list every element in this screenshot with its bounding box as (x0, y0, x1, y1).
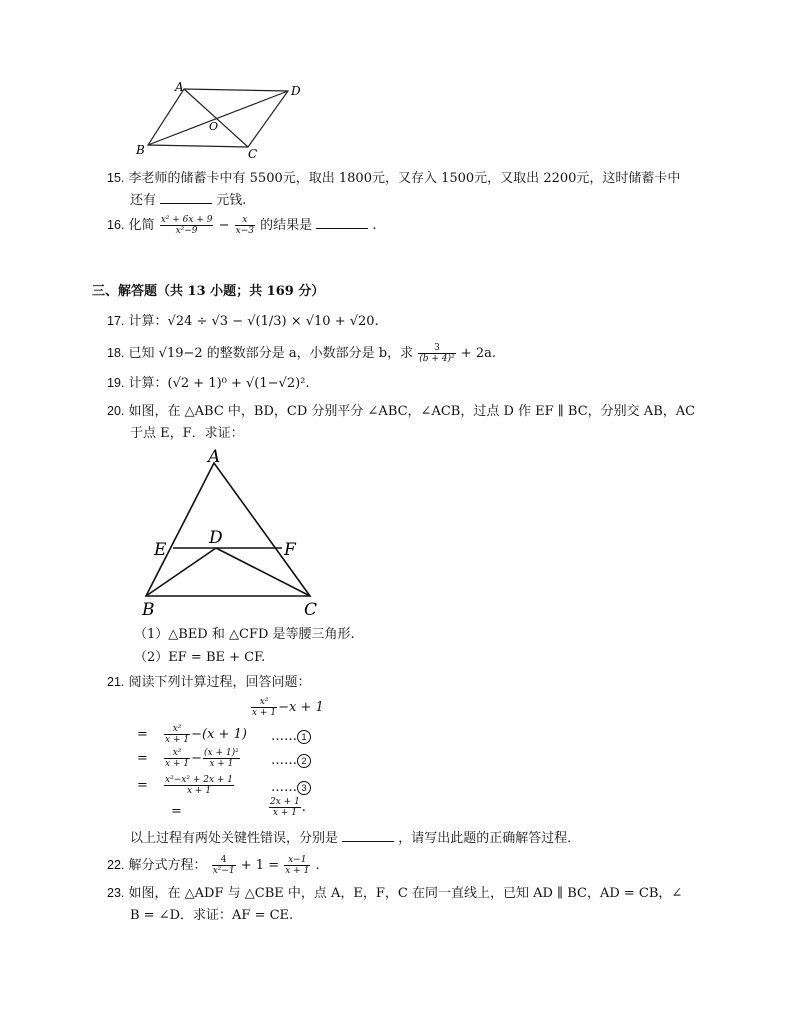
q20-sub1: （1）△BED 和 △CFD 是等腰三角形. (134, 627, 355, 642)
triangle-abc (146, 463, 310, 596)
label-b: B (142, 600, 155, 620)
label-b: B (136, 143, 145, 157)
q21-row2: = $\frac{\text{x²}}{x + 1}$ − $\frac{\text{(x + 1)²}}{x + 1}$ (137, 748, 239, 769)
triangle-figure (132, 444, 332, 620)
q16-suffix: 的结果是 (260, 218, 313, 233)
q20-number: 20. (107, 404, 125, 418)
label-d: D (209, 528, 223, 548)
q18-number: 18. (107, 346, 125, 360)
label-c: C (248, 147, 258, 161)
q21-number: 21. (107, 675, 125, 689)
q15-line2-suffix: 元钱. (216, 193, 247, 208)
q22-prefix: 解分式方程： (128, 858, 207, 873)
section-3-title: 三、解答题（共 13 小题；共 169 分） (92, 284, 325, 299)
q23-line2: B = ∠D．求证：AF = CE. (130, 908, 294, 923)
question-17 (107, 312, 379, 331)
q16-end: . (372, 218, 377, 233)
q23-number: 23. (107, 886, 125, 900)
q20-line2: 于点 E，F．求证： (130, 426, 244, 441)
q17-number: 17. (107, 314, 125, 328)
q21-marker-1: …… 1 (271, 728, 311, 746)
question-16 (107, 215, 377, 236)
question-22 (107, 855, 320, 876)
label-a: A (208, 447, 221, 467)
label-f: F (284, 540, 296, 560)
q21-row3: = $\frac{\text{x²−x² + 2x + 1}}{x + 1}$ (137, 775, 234, 796)
label-d: D (291, 84, 301, 98)
q19-text: 计算：(√2 + 1)⁰ + √(1−√2)². (128, 376, 310, 391)
q22-fraction-1: $\frac{4}{\text{x²−1}}$ (212, 855, 235, 876)
q16-fraction-2: $\frac{x}{x-3}$ (235, 215, 254, 236)
parallelogram-figure (132, 78, 312, 163)
q15-line1: 李老师的储蓄卡中有 5500元，取出 1800元，又存入 1500元，又取出 2200元，这时储蓄卡中 (128, 171, 681, 186)
label-o: O (209, 120, 219, 133)
q18-prefix: 已知 √19−2 的整数部分是 a，小数部分是 b，求 (128, 346, 414, 361)
label-e: E (154, 540, 167, 560)
q21-conclusion-b: ，请写出此题的正确解答过程． (398, 831, 581, 846)
q21-marker-2: …… 2 (271, 752, 311, 770)
question-21 (107, 673, 311, 692)
q16-fraction-1: $\frac{\text{x² + 6x + 9}}{\text{x²−9}}$ (160, 215, 213, 236)
q21-marker-3: …… 3 (271, 779, 311, 797)
diagonal-bd (148, 91, 288, 145)
q15-line2-prefix: 还有 (130, 193, 157, 208)
label-a: A (175, 80, 184, 94)
q22-end: . (315, 858, 320, 873)
q15-number: 15. (107, 171, 125, 185)
line-cd (216, 548, 310, 596)
q16-prefix: 化简 (128, 218, 155, 233)
question-23 (107, 884, 682, 903)
question-20 (107, 402, 695, 421)
q21-row4-eq: = (171, 804, 182, 819)
q22-fraction-2: $\frac{x-1}{x + 1}$ (285, 855, 310, 876)
q20-line1: 如图，在 △ABC 中，BD，CD 分别平分 ∠ABC，∠ACB，过点 D 作 EF ∥ BC，分别交 AB，AC (128, 404, 696, 419)
q21-intro: 阅读下列计算过程，回答问题： (128, 675, 311, 690)
q22-number: 22. (107, 858, 125, 872)
q15-answer-blank[interactable] (160, 191, 212, 204)
q21-conclusion (130, 829, 580, 848)
q22-mid: + 1 = (240, 858, 280, 873)
q21-answer-blank[interactable] (342, 829, 394, 842)
q18-fraction: $\frac{3}{\text{(b + 4)²}}$ (419, 343, 455, 364)
q19-number: 19. (107, 376, 125, 390)
q18-suffix: + 2a. (460, 346, 496, 361)
q17-text: 计算：√24 ÷ √3 − √(1/3) × √10 + √20. (128, 314, 379, 329)
question-18 (107, 343, 496, 364)
question-19 (107, 374, 310, 393)
q21-row1: = $\frac{\text{x²}}{x + 1}$ −(x + 1) (137, 724, 247, 745)
q23-line1: 如图，在 △ADF 与 △CBE 中，点 A，E，F，C 在同一直线上，已知 AD ∥ BC，AD = CB，∠ (128, 886, 683, 901)
q21-conclusion-a: 以上过程有两处关键性错误，分别是 (130, 831, 339, 846)
q21-head-expression: $\frac{\text{x²}}{x + 1}$ −x + 1 (252, 697, 324, 718)
q16-number: 16. (107, 218, 125, 232)
q16-minus: − (218, 218, 230, 233)
q16-answer-blank[interactable] (316, 216, 368, 229)
diagonal-ac (184, 89, 248, 147)
question-15 (107, 169, 680, 188)
q20-sub2: （2）EF = BE + CF. (134, 650, 266, 665)
label-c: C (304, 600, 318, 620)
q21-row4-result: $\frac{2x + 1}{x + 1}$ . (270, 797, 306, 818)
question-15-line2 (130, 191, 246, 210)
